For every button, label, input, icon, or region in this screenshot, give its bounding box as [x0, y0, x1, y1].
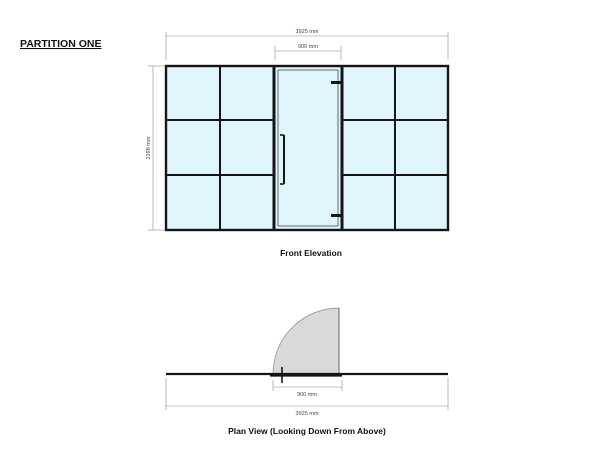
- door-width-label: 900 mm: [298, 44, 318, 50]
- door-width-dimension: [275, 44, 341, 60]
- plan-door-width-dimension: [273, 380, 342, 398]
- plan-view: [166, 308, 448, 436]
- plan-view-caption: Plan View (Looking Down From Above): [228, 426, 386, 436]
- page-title: PARTITION ONE: [20, 38, 102, 50]
- plan-overall-width-label: 3925 mm: [295, 411, 319, 417]
- height-label: 2298 mm: [146, 136, 152, 160]
- bottom-hinge: [331, 214, 341, 217]
- door-swing-arc: [273, 308, 339, 374]
- glazing: [167, 67, 447, 229]
- top-hinge: [331, 81, 341, 84]
- front-elevation-caption: Front Elevation: [280, 248, 342, 258]
- front-elevation: [146, 29, 448, 258]
- height-dimension: [146, 66, 164, 230]
- plan-door-width-label: 900 mm: [297, 392, 317, 398]
- overall-width-label: 3925 mm: [295, 29, 319, 35]
